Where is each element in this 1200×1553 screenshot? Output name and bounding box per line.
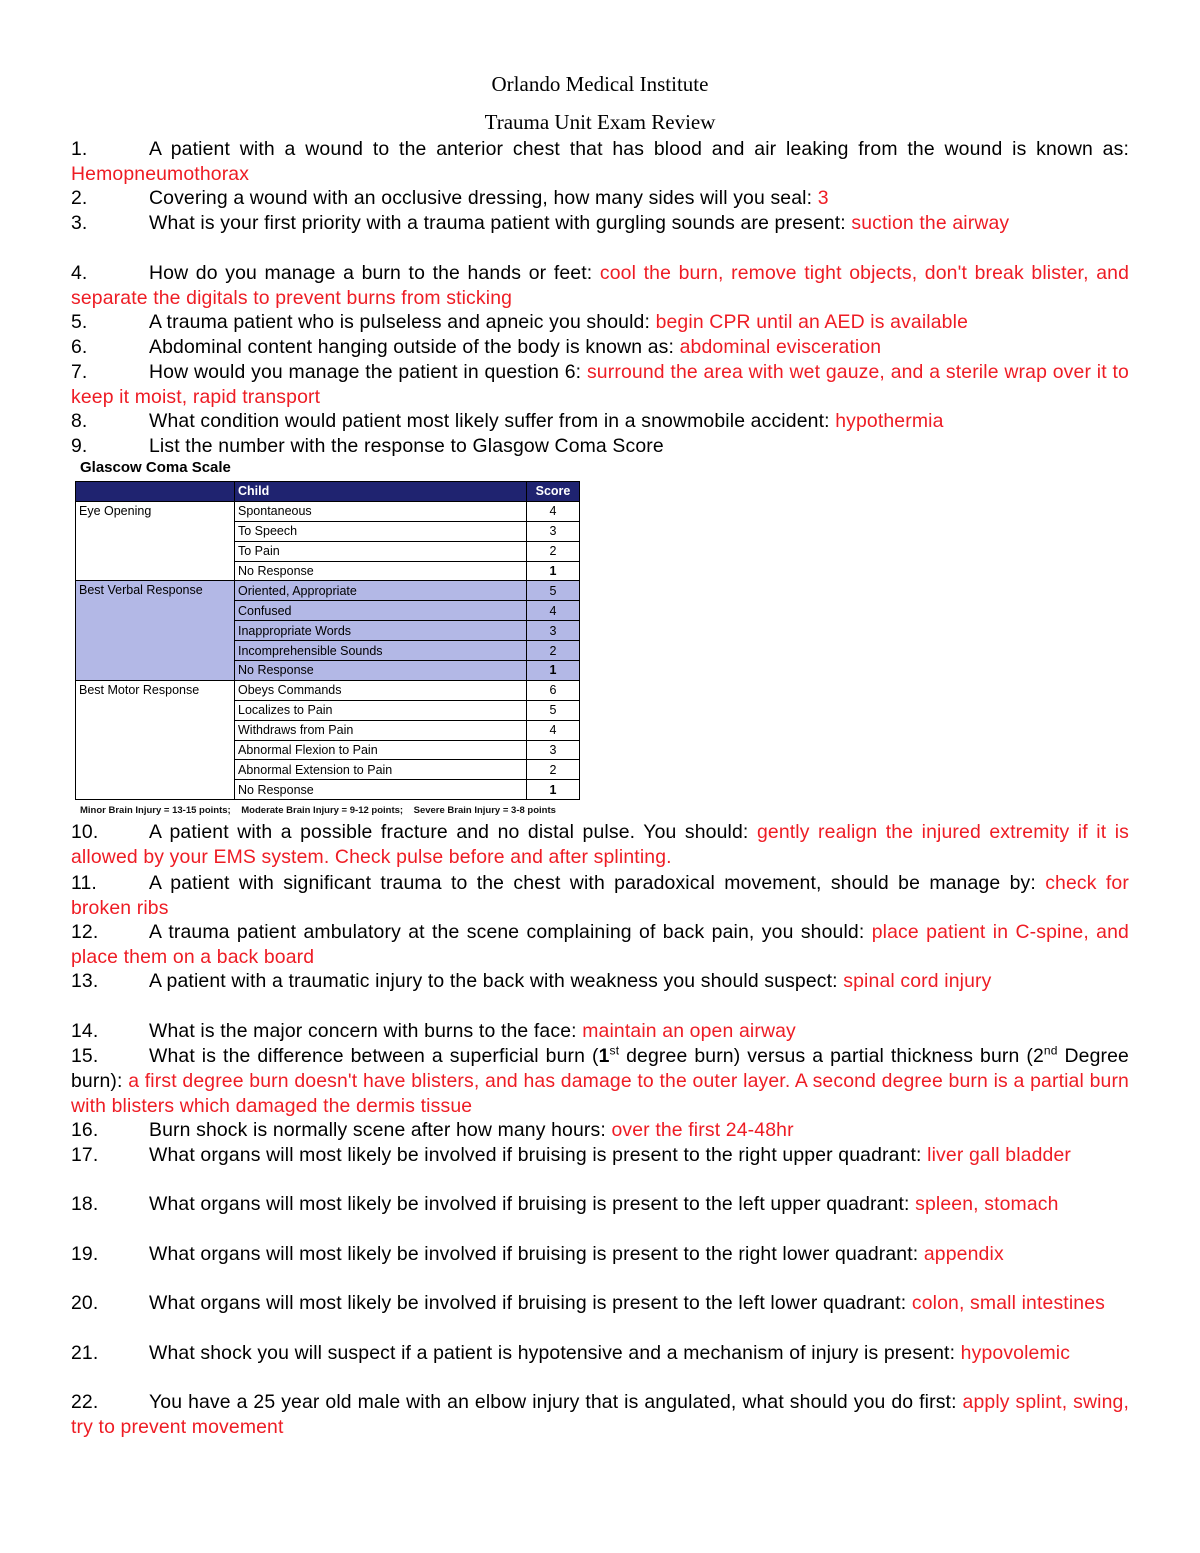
gcs-header-score: Score	[527, 482, 580, 502]
answer-12: place patient in C-spine, and place them on a back board	[71, 921, 1129, 968]
question-12: 12. A trauma patient ambulatory at the scene complaining of back pain, you should: place patient in C-spine, and place them on a back board	[71, 921, 1129, 968]
gcs-row: To Speech 3	[76, 521, 580, 541]
gcs-category-motor: Best Motor Response	[76, 680, 235, 799]
question-16: 16. Burn shock is normally scene after how many hours: over the first 24-48hr	[71, 1119, 794, 1141]
answer-21: hypovolemic	[960, 1342, 1071, 1364]
answer-13: spinal cord injury	[843, 970, 992, 992]
question-2: 2. Covering a wound with an occlusive dressing, how many sides will you seal: 3	[71, 187, 829, 209]
gcs-title: Glascow Coma Scale	[80, 459, 231, 476]
gcs-header-blank	[76, 482, 235, 502]
question-4: 4. How do you manage a burn to the hands or feet: cool the burn, remove tight objects, don't break blister, and separate the digitals to prevent burns from sticking	[71, 262, 1129, 309]
answer-18: spleen, stomach	[915, 1193, 1059, 1215]
answer-17: liver gall bladder	[927, 1144, 1072, 1166]
question-8: 8. What condition would patient most likely suffer from in a snowmobile accident: hypothermia	[71, 410, 944, 432]
gcs-header-child: Child	[235, 482, 527, 502]
question-3: 3. What is your first priority with a trauma patient with gurgling sounds are present: suction the airway	[71, 212, 1010, 234]
answer-1: Hemopneumothorax	[71, 162, 250, 185]
answer-2: 3	[817, 187, 829, 209]
gcs-table	[75, 481, 580, 800]
institute-name: Orlando Medical Institute	[491, 72, 709, 96]
answer-11: check for broken ribs	[71, 872, 1129, 919]
answer-8: hypothermia	[835, 410, 944, 432]
gcs-row: Eye Opening Spontaneous 4	[76, 501, 580, 521]
gcs-row: Localizes to Pain 5	[76, 700, 580, 720]
answer-4: cool the burn, remove tight objects, don't break blister, and separate the digitals to prevent burns from sticking	[71, 262, 1129, 309]
gcs-row: Confused 4	[76, 601, 580, 621]
question-21: 21. What shock you will suspect if a patient is hypotensive and a mechanism of injury is present: hypovolemic	[71, 1342, 1071, 1364]
gcs-category-eye: Eye Opening	[76, 501, 235, 581]
gcs-row: Abnormal Flexion to Pain 3	[76, 740, 580, 760]
question-20: 20. What organs will most likely be involved if bruising is present to the left lower quadrant: colon, small intestines	[71, 1292, 1105, 1314]
answer-22: apply splint, swing, try to prevent movement	[71, 1391, 1129, 1438]
gcs-row: No Response 1	[76, 561, 580, 581]
gcs-row: Best Motor Response Obeys Commands 6	[76, 680, 580, 700]
question-15: 15. What is the difference between a superficial burn (1st degree burn) versus a partial thickness burn (2nd Degree burn): a first degree burn doesn't have blisters, and has damage to the outer layer. A second degree burn is a partial burn with blisters which damaged the dermis tissue	[71, 1043, 1129, 1117]
question-10: 10. A patient with a possible fracture and no distal pulse. You should: gently realign the injured extremity if it is allowed by your EMS system. Check pulse before and after splinting.	[71, 821, 1130, 868]
question-1: 1. A patient with a wound to the anterior chest that has blood and air leaking from the wound is known as: Hemopneumothorax	[71, 138, 1129, 185]
gcs-row: Withdraws from Pain 4	[76, 720, 580, 740]
answer-6: abdominal evisceration	[679, 336, 882, 358]
question-5: 5. A trauma patient who is pulseless and apneic you should: begin CPR until an AED is available	[71, 311, 969, 333]
answer-19: appendix	[923, 1243, 1004, 1265]
gcs-row: No Response 1	[76, 661, 580, 681]
answer-5: begin CPR until an AED is available	[655, 311, 969, 333]
gcs-row: Abnormal Extension to Pain 2	[76, 760, 580, 780]
answer-15: a first degree burn doesn't have blisters, and has damage to the outer layer. A second degree burn is a partial burn with blisters which damaged the dermis tissue	[71, 1069, 1129, 1117]
question-18: 18. What organs will most likely be involved if bruising is present to the left upper quadrant: spleen, stomach	[71, 1193, 1059, 1215]
gcs-footnote: Minor Brain Injury = 13-15 points; Moderate Brain Injury = 9-12 points; Severe Brain Injury = 3-8 points	[80, 805, 556, 816]
answer-10: gently realign the injured extremity if it is allowed by your EMS system. Check pulse before and after splinting.	[71, 821, 1130, 868]
gcs-row: Best Verbal Response Oriented, Appropriate 5	[76, 581, 580, 601]
answer-16: over the first 24-48hr	[611, 1119, 794, 1141]
question-7: 7. How would you manage the patient in question 6: surround the area with wet gauze, and a sterile wrap over it to keep it moist, rapid transport	[71, 361, 1129, 408]
answer-3: suction the airway	[851, 212, 1010, 234]
question-14: 14. What is the major concern with burns to the face: maintain an open airway	[71, 1020, 796, 1042]
gcs-row: Incomprehensible Sounds 2	[76, 641, 580, 661]
question-13: 13. A patient with a traumatic injury to the back with weakness you should suspect: spinal cord injury	[71, 970, 992, 992]
question-17: 17. What organs will most likely be involved if bruising is present to the right upper quadrant: liver gall bladder	[71, 1144, 1072, 1166]
question-22: 22. You have a 25 year old male with an elbow injury that is angulated, what should you do first: apply splint, swing, try to prevent movement	[71, 1391, 1129, 1438]
question-6: 6. Abdominal content hanging outside of the body is known as: abdominal evisceration	[71, 336, 882, 358]
question-9: 9. List the number with the response to Glasgow Coma Score	[71, 435, 664, 457]
document-title: Trauma Unit Exam Review	[484, 110, 716, 134]
gcs-category-verbal: Best Verbal Response	[76, 581, 235, 680]
question-19: 19. What organs will most likely be involved if bruising is present to the right lower quadrant: appendix	[71, 1243, 1004, 1265]
gcs-row: To Pain 2	[76, 541, 580, 561]
gcs-row: No Response 1	[76, 780, 580, 800]
answer-7: surround the area with wet gauze, and a sterile wrap over it to keep it moist, rapid transport	[71, 361, 1129, 408]
gcs-header-row	[76, 482, 580, 502]
gcs-row: Inappropriate Words 3	[76, 621, 580, 641]
answer-14: maintain an open airway	[582, 1020, 796, 1042]
answer-20: colon, small intestines	[911, 1292, 1105, 1314]
question-11: 11. A patient with significant trauma to the chest with paradoxical movement, should be manage by: check for broken ribs	[71, 872, 1129, 919]
